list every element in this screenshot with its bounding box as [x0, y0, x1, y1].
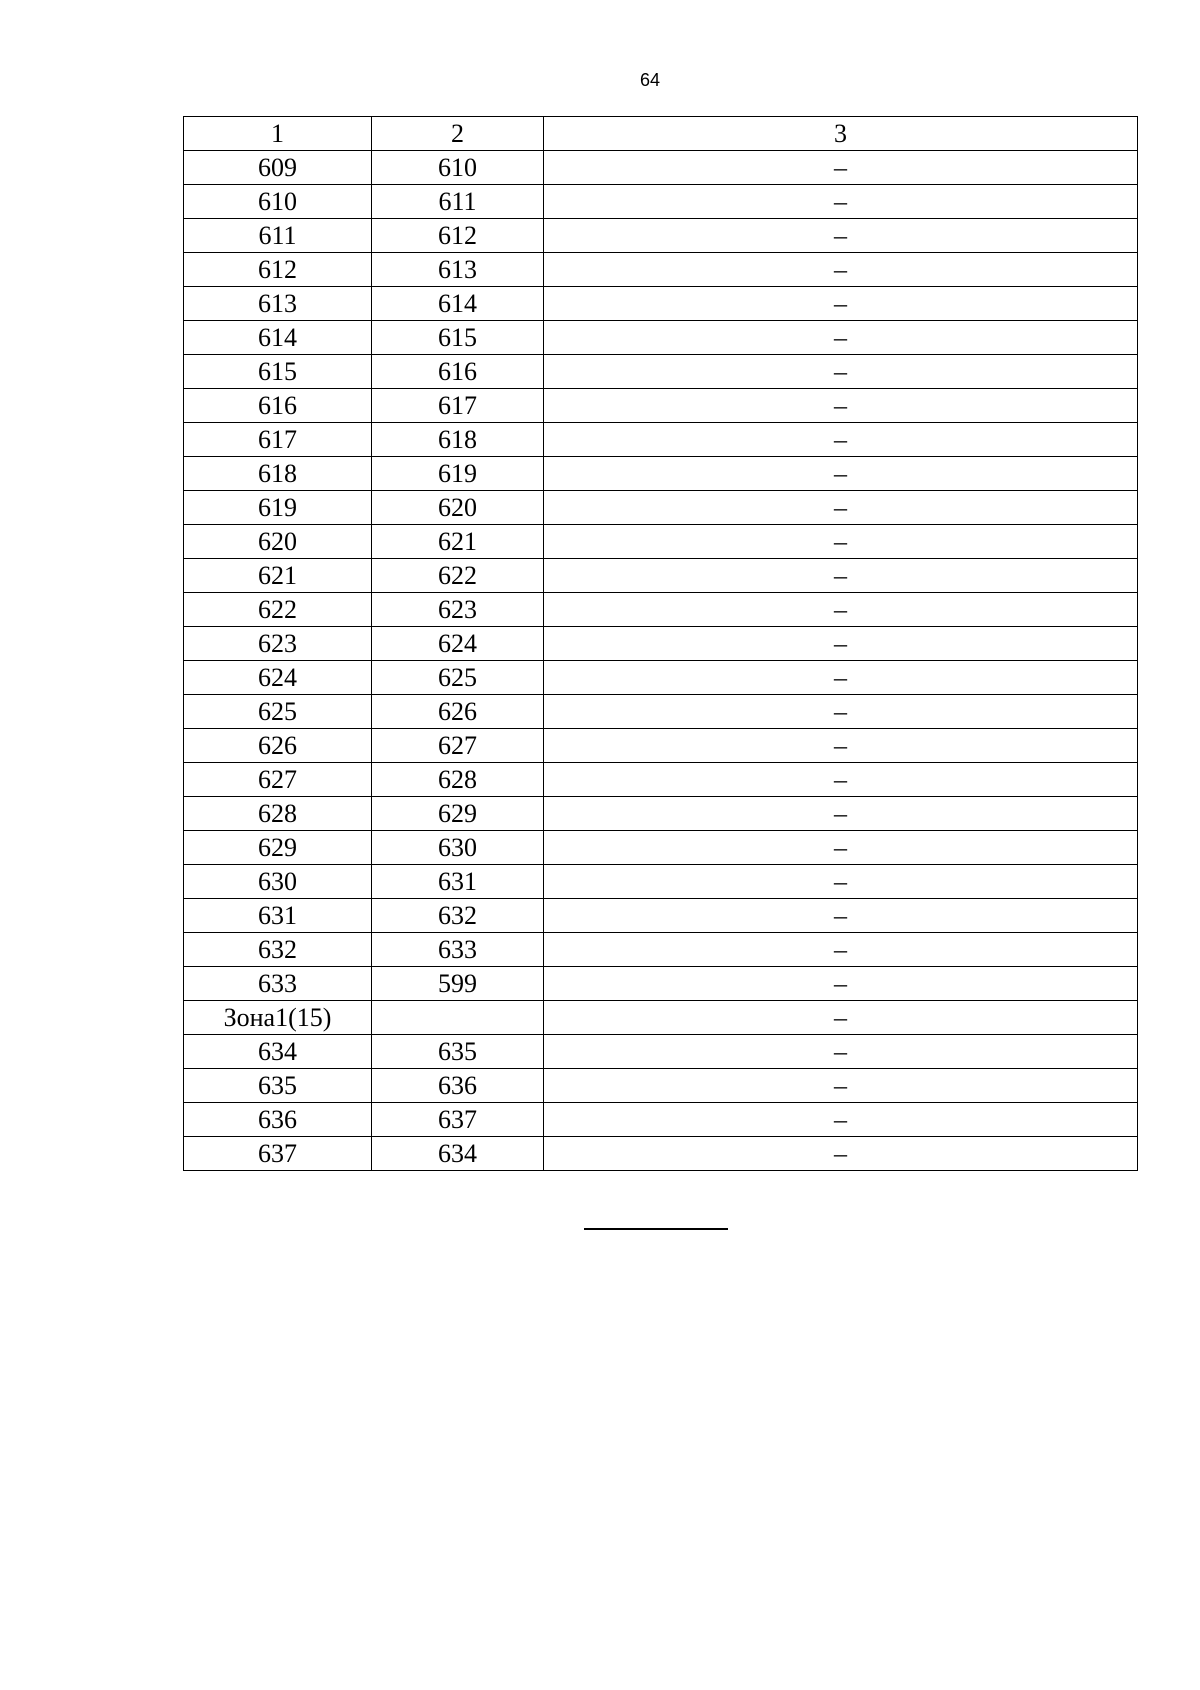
table-cell: 609 [184, 151, 372, 185]
table-cell: 614 [372, 287, 544, 321]
table-row [184, 593, 1138, 627]
table-cell: 620 [184, 525, 372, 559]
table-cell: 633 [372, 933, 544, 967]
table-row [184, 729, 1138, 763]
table-body [184, 151, 1138, 1171]
table-cell: – [544, 457, 1138, 491]
table-cell: 626 [372, 695, 544, 729]
table-row [184, 423, 1138, 457]
table-cell: – [544, 287, 1138, 321]
table-row [184, 627, 1138, 661]
table-cell: 628 [372, 763, 544, 797]
table-cell: 629 [372, 797, 544, 831]
table-cell: 616 [372, 355, 544, 389]
table-cell: – [544, 525, 1138, 559]
table-cell: 617 [372, 389, 544, 423]
table-cell: – [544, 695, 1138, 729]
table-cell: – [544, 219, 1138, 253]
table-cell: 611 [372, 185, 544, 219]
table-row [184, 491, 1138, 525]
table-cell: – [544, 661, 1138, 695]
table-row [184, 865, 1138, 899]
table-cell: 621 [372, 525, 544, 559]
table-cell: 615 [184, 355, 372, 389]
table-row [184, 695, 1138, 729]
table-cell: – [544, 491, 1138, 525]
table-cell: 622 [184, 593, 372, 627]
table-row [184, 389, 1138, 423]
table-cell: 637 [372, 1103, 544, 1137]
table-cell: – [544, 899, 1138, 933]
table-row [184, 559, 1138, 593]
table-cell: 637 [184, 1137, 372, 1171]
table-row [184, 763, 1138, 797]
table-row [184, 661, 1138, 695]
table-cell: – [544, 423, 1138, 457]
data-table [183, 116, 1138, 1171]
table-cell: – [544, 185, 1138, 219]
table-cell: 613 [184, 287, 372, 321]
table-cell: – [544, 593, 1138, 627]
table-cell: – [544, 865, 1138, 899]
table-cell: 615 [372, 321, 544, 355]
table-cell: – [544, 1069, 1138, 1103]
table-cell: 622 [372, 559, 544, 593]
table-row [184, 1001, 1138, 1035]
table-cell: 633 [184, 967, 372, 1001]
table-cell: – [544, 1035, 1138, 1069]
table-cell: – [544, 559, 1138, 593]
table-cell: 616 [184, 389, 372, 423]
table-cell: – [544, 967, 1138, 1001]
table-cell: 624 [372, 627, 544, 661]
page-number: 64 [639, 70, 661, 90]
table-row [184, 1137, 1138, 1171]
table-cell: 614 [184, 321, 372, 355]
table-cell: 619 [184, 491, 372, 525]
table-cell: 630 [372, 831, 544, 865]
table-cell: 635 [372, 1035, 544, 1069]
table-cell: 636 [184, 1103, 372, 1137]
table-cell: Зона1(15) [184, 1001, 372, 1035]
table-cell: 625 [184, 695, 372, 729]
table-cell: – [544, 355, 1138, 389]
table-cell: 634 [184, 1035, 372, 1069]
table-cell: – [544, 933, 1138, 967]
table-row [184, 151, 1138, 185]
table-cell: 627 [372, 729, 544, 763]
table-header-row [184, 117, 1138, 151]
table-cell: 599 [372, 967, 544, 1001]
table-cell: – [544, 321, 1138, 355]
table-cell: 634 [372, 1137, 544, 1171]
table-cell: – [544, 627, 1138, 661]
table-cell: 621 [184, 559, 372, 593]
table-row [184, 797, 1138, 831]
table-cell: 632 [372, 899, 544, 933]
table-cell: – [544, 729, 1138, 763]
table-cell: – [544, 1137, 1138, 1171]
table-cell: 623 [184, 627, 372, 661]
column-header: 3 [544, 117, 1138, 151]
end-divider [584, 1228, 728, 1230]
table-row [184, 967, 1138, 1001]
table-cell: 613 [372, 253, 544, 287]
table-cell: 618 [184, 457, 372, 491]
table-cell: 619 [372, 457, 544, 491]
table-cell: 612 [372, 219, 544, 253]
table-cell: 618 [372, 423, 544, 457]
table-row [184, 185, 1138, 219]
table-cell: 610 [184, 185, 372, 219]
table-row [184, 253, 1138, 287]
table-cell: 628 [184, 797, 372, 831]
table-row [184, 525, 1138, 559]
table-row [184, 933, 1138, 967]
table-cell: – [544, 831, 1138, 865]
table-row [184, 287, 1138, 321]
table-row [184, 899, 1138, 933]
table-cell: 631 [372, 865, 544, 899]
table-cell: 627 [184, 763, 372, 797]
table-cell: – [544, 253, 1138, 287]
table-cell: 625 [372, 661, 544, 695]
table-row [184, 1069, 1138, 1103]
table-cell: 623 [372, 593, 544, 627]
table-cell: – [544, 1001, 1138, 1035]
table-cell: – [544, 1103, 1138, 1137]
column-header: 2 [372, 117, 544, 151]
table-cell: 620 [372, 491, 544, 525]
table-cell [372, 1001, 544, 1035]
table-row [184, 219, 1138, 253]
table-cell: 635 [184, 1069, 372, 1103]
column-header: 1 [184, 117, 372, 151]
table-cell: – [544, 151, 1138, 185]
table-cell: 632 [184, 933, 372, 967]
table-cell: 630 [184, 865, 372, 899]
table-cell: 636 [372, 1069, 544, 1103]
table-row [184, 321, 1138, 355]
table-cell: 629 [184, 831, 372, 865]
table-row [184, 831, 1138, 865]
table-cell: 612 [184, 253, 372, 287]
table-cell: 626 [184, 729, 372, 763]
table-cell: 631 [184, 899, 372, 933]
table-cell: – [544, 763, 1138, 797]
table-cell: – [544, 389, 1138, 423]
table-cell: 611 [184, 219, 372, 253]
table-cell: – [544, 797, 1138, 831]
table-row [184, 457, 1138, 491]
table-cell: 624 [184, 661, 372, 695]
table-row [184, 355, 1138, 389]
table-row [184, 1103, 1138, 1137]
table-row [184, 1035, 1138, 1069]
table-cell: 610 [372, 151, 544, 185]
table-cell: 617 [184, 423, 372, 457]
